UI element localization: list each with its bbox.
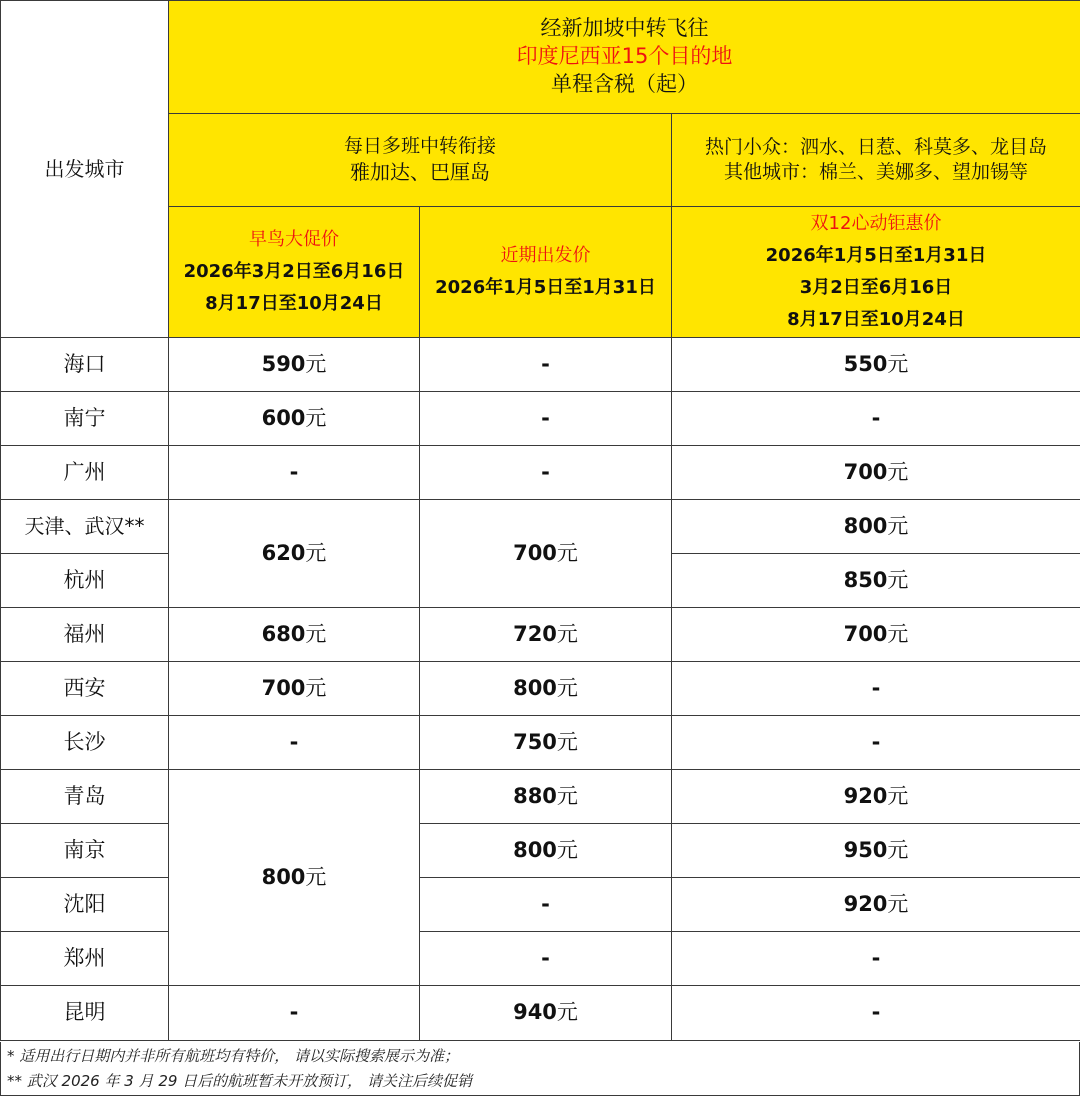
price-value: 750 [513, 729, 557, 754]
title-line3: 单程含税（起） [551, 71, 698, 96]
city-cell: 沈阳 [1, 878, 169, 932]
price-unit: 元 [556, 729, 578, 754]
table-row [1, 770, 1080, 824]
price-unit: 元 [305, 540, 327, 565]
price-unit: 元 [556, 621, 578, 646]
footnotes [0, 1042, 1080, 1096]
early-bird-price-merged [169, 500, 420, 608]
price-unit: 元 [556, 540, 578, 565]
early-bird-price [169, 608, 420, 662]
city-cell: 广州 [1, 446, 169, 500]
city-cell: 杭州 [1, 554, 169, 608]
early-bird-price: - [169, 716, 420, 770]
price-value: 550 [843, 351, 888, 376]
price-value: 800 [513, 675, 557, 700]
table-row [1, 446, 1080, 500]
price-unit: 元 [887, 837, 909, 862]
price-unit: 元 [887, 459, 909, 484]
double12-price [672, 554, 1080, 608]
group-other-destinations [672, 114, 1080, 207]
price-unit: 元 [305, 864, 327, 889]
double12-price: - [672, 986, 1080, 1041]
price-value: 700 [843, 459, 888, 484]
col-double12-date3: 8月17日至10月24日 [787, 309, 965, 330]
double12-price [672, 500, 1080, 554]
recent-price [420, 770, 672, 824]
group1-line2: 雅加达、巴厘岛 [350, 160, 490, 185]
double12-price: - [672, 932, 1080, 986]
col-double12-date2: 3月2日至6月16日 [799, 277, 953, 298]
early-bird-price-merged [169, 770, 420, 986]
double12-price: - [672, 716, 1080, 770]
price-value: 620 [261, 540, 306, 565]
price-unit: 元 [305, 621, 327, 646]
group2-line2: 其他城市：棉兰、美娜多、望加锡等 [724, 161, 1029, 183]
footnote-1: * 适用出行日期内并非所有航班均有特价， 请以实际搜索展示为准； [7, 1047, 460, 1065]
recent-price [420, 716, 672, 770]
group-main-destinations [169, 114, 672, 207]
double12-price: - [672, 392, 1080, 446]
city-cell: 福州 [1, 608, 169, 662]
price-value: 940 [513, 1000, 557, 1025]
col-recent-name: 近期出发价 [500, 245, 591, 266]
price-unit: 元 [305, 351, 327, 376]
double12-price [672, 824, 1080, 878]
early-bird-price [169, 392, 420, 446]
price-value: 920 [843, 783, 888, 808]
double12-price [672, 878, 1080, 932]
table-row [1, 986, 1080, 1041]
col-double12-name: 双12心动钜惠价 [810, 213, 942, 234]
fare-table-body [1, 1, 1080, 1041]
price-unit: 元 [305, 405, 327, 430]
city-cell: 西安 [1, 662, 169, 716]
price-unit: 元 [556, 1000, 578, 1025]
col-double12-date1: 2026年1月5日至1月31日 [765, 245, 987, 266]
price-value: 720 [513, 621, 557, 646]
price-unit: 元 [887, 567, 909, 592]
city-cell: 郑州 [1, 932, 169, 986]
table-row [1, 338, 1080, 392]
table-row [1, 824, 1080, 878]
price-unit: 元 [887, 783, 909, 808]
price-value: 800 [843, 513, 888, 538]
table-title [169, 1, 1080, 114]
table-row [1, 662, 1080, 716]
city-cell: 海口 [1, 338, 169, 392]
col-early-bird-date2: 8月17日至10月24日 [205, 293, 383, 314]
table-row [1, 392, 1080, 446]
price-unit: 元 [556, 675, 578, 700]
price-value: 950 [843, 837, 888, 862]
price-unit: 元 [887, 891, 909, 916]
origin-city-header: 出发城市 [1, 1, 169, 338]
title-line1: 经新加坡中转飞往 [540, 16, 709, 41]
double12-price [672, 770, 1080, 824]
price-unit: 元 [887, 351, 909, 376]
price-value: 800 [261, 864, 306, 889]
group1-line1: 每日多班中转衔接 [343, 135, 496, 158]
col-double12-header [672, 207, 1080, 338]
early-bird-price: - [169, 446, 420, 500]
header-row-title [1, 1, 1080, 114]
price-value: 590 [261, 351, 306, 376]
city-cell: 天津、武汉** [1, 500, 169, 554]
table-row [1, 878, 1080, 932]
price-value: 680 [261, 621, 306, 646]
recent-price: - [420, 392, 672, 446]
early-bird-price [169, 338, 420, 392]
recent-price [420, 824, 672, 878]
city-cell: 南宁 [1, 392, 169, 446]
price-value: 700 [843, 621, 888, 646]
price-value: 600 [261, 405, 306, 430]
price-value: 700 [261, 675, 306, 700]
double12-price [672, 446, 1080, 500]
city-cell: 长沙 [1, 716, 169, 770]
early-bird-price: - [169, 986, 420, 1041]
double12-price [672, 608, 1080, 662]
footnote-2: ** 武汉 2026 年 3 月 29 日后的航班暂未开放预订， 请关注后续促销 [7, 1072, 472, 1090]
title-line2: 印度尼西亚15个目的地 [516, 44, 733, 69]
price-value: 700 [513, 540, 557, 565]
table-row [1, 608, 1080, 662]
double12-price [672, 338, 1080, 392]
price-unit: 元 [887, 621, 909, 646]
recent-price [420, 608, 672, 662]
col-early-bird-date1: 2026年3月2日至6月16日 [183, 261, 405, 282]
city-cell: 南京 [1, 824, 169, 878]
recent-price: - [420, 338, 672, 392]
price-unit: 元 [305, 675, 327, 700]
price-value: 850 [843, 567, 888, 592]
city-cell: 青岛 [1, 770, 169, 824]
city-cell: 昆明 [1, 986, 169, 1041]
table-row [1, 932, 1080, 986]
price-unit: 元 [887, 513, 909, 538]
col-recent-header [420, 207, 672, 338]
price-value: 800 [513, 837, 557, 862]
price-value: 880 [513, 783, 557, 808]
price-value: 920 [843, 891, 888, 916]
recent-price: - [420, 446, 672, 500]
recent-price-merged [420, 500, 672, 608]
price-unit: 元 [556, 837, 578, 862]
recent-price: - [420, 932, 672, 986]
table-row [1, 500, 1080, 554]
col-recent-date1: 2026年1月5日至1月31日 [435, 277, 656, 298]
early-bird-price [169, 662, 420, 716]
recent-price [420, 662, 672, 716]
double12-price: - [672, 662, 1080, 716]
col-early-bird-name: 早鸟大促价 [249, 229, 339, 250]
group2-line1: 热门小众：泗水、日惹、科莫多、龙目岛 [705, 135, 1048, 158]
price-unit: 元 [556, 783, 578, 808]
table-row [1, 716, 1080, 770]
recent-price: - [420, 878, 672, 932]
col-early-bird-header [169, 207, 420, 338]
recent-price [420, 986, 672, 1041]
